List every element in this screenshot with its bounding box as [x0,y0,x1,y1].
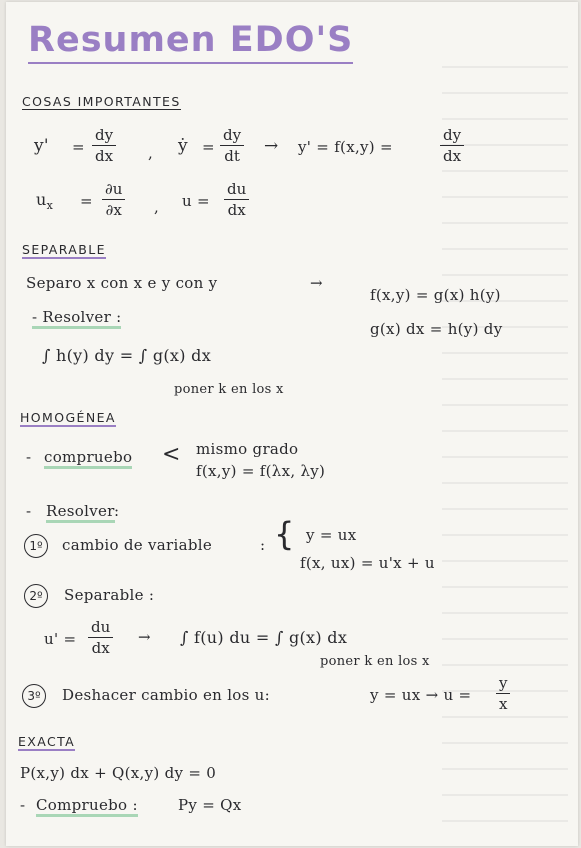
arrow-icon: → [138,628,151,646]
branch-icon: < [162,442,181,467]
comma: , [154,198,160,216]
brace: { [274,515,295,553]
colon: : [114,502,120,520]
section-header-separable: SEPARABLE [22,242,106,257]
comma: , [148,144,154,162]
notebook-page [6,2,578,846]
step-number-2: 2º [24,584,48,608]
separable-result-1: f(x,y) = g(x) h(y) [370,286,501,304]
step-1-text: cambio de variable [62,536,213,554]
dash: - [20,796,26,814]
equals-sign: = [72,138,85,156]
step-number-1: 1º [24,534,48,558]
formula-y-prime: y' [34,136,49,156]
fraction-dy-dt: $\frac{dy}{dt}$ [220,126,244,165]
formula-y-dot: ẏ [178,136,188,156]
section-header-exacta: EXACTA [18,734,76,749]
substitution-1: y = ux [306,526,357,544]
exacta-compruebo: Compruebo : [36,796,138,817]
fraction-dy-dx-2: $\frac{dy}{dx}$ [440,126,464,165]
substitution-2: f(x, ux) = u'x + u [300,554,435,572]
step-2-lhs: u' = [44,630,77,648]
homogenea-compruebo: compruebo [44,448,132,469]
step-3-eq: y = ux → u = [370,686,472,704]
step-2-note: poner k en los x [320,654,430,669]
section-header-homogenea: HOMOGÉNEA [20,410,116,425]
fraction-y-x: $\frac{y}{x}$ [496,674,510,713]
section-header-cosas: COSAS IMPORTANTES [22,94,181,109]
arrow-icon: → [310,274,323,292]
homogenea-resolver: Resolver [46,502,115,523]
dash: - [26,502,32,520]
fraction-dy-dx: $\frac{dy}{dx}$ [92,126,116,165]
equals-sign: = [202,138,215,156]
separable-note: poner k en los x [174,382,284,397]
separable-integral: ∫ h(y) dy = ∫ g(x) dx [42,346,212,365]
formula-u: u = [182,192,210,210]
colon: : [260,536,266,554]
exact-equation: P(x,y) dx + Q(x,y) dy = 0 [20,764,217,782]
condition-homogeneous: f(x,y) = f(λx, λy) [196,462,326,480]
condition-same-degree: mismo grado [196,440,299,458]
exact-condition: Py = Qx [178,796,242,814]
dash: - [26,448,32,466]
step-3-text: Deshacer cambio en los u: [62,686,271,704]
equals-sign: = [80,192,93,210]
separable-description: Separo x con x e y con y [26,274,218,292]
step-number-3: 3º [22,684,46,708]
arrow-icon: → [264,136,279,156]
separable-resolver: - Resolver : [32,308,121,326]
separable-result-2: g(x) dx = h(y) dy [370,320,503,338]
formula-f-xy: y' = f(x,y) = [298,138,393,156]
fraction-du-dx-3: $\frac{du}{dx}$ [88,618,113,657]
step-2-integral: ∫ f(u) du = ∫ g(x) dx [180,628,348,647]
fraction-du-dx-partial: $\frac{\partial u}{\partial x}$ [102,180,125,219]
page-title: Resumen EDO'S [28,20,353,64]
step-2-text: Separable : [64,586,155,604]
fraction-du-dx: $\frac{du}{dx}$ [224,180,249,219]
formula-u-x: $u_x$ [36,190,54,213]
